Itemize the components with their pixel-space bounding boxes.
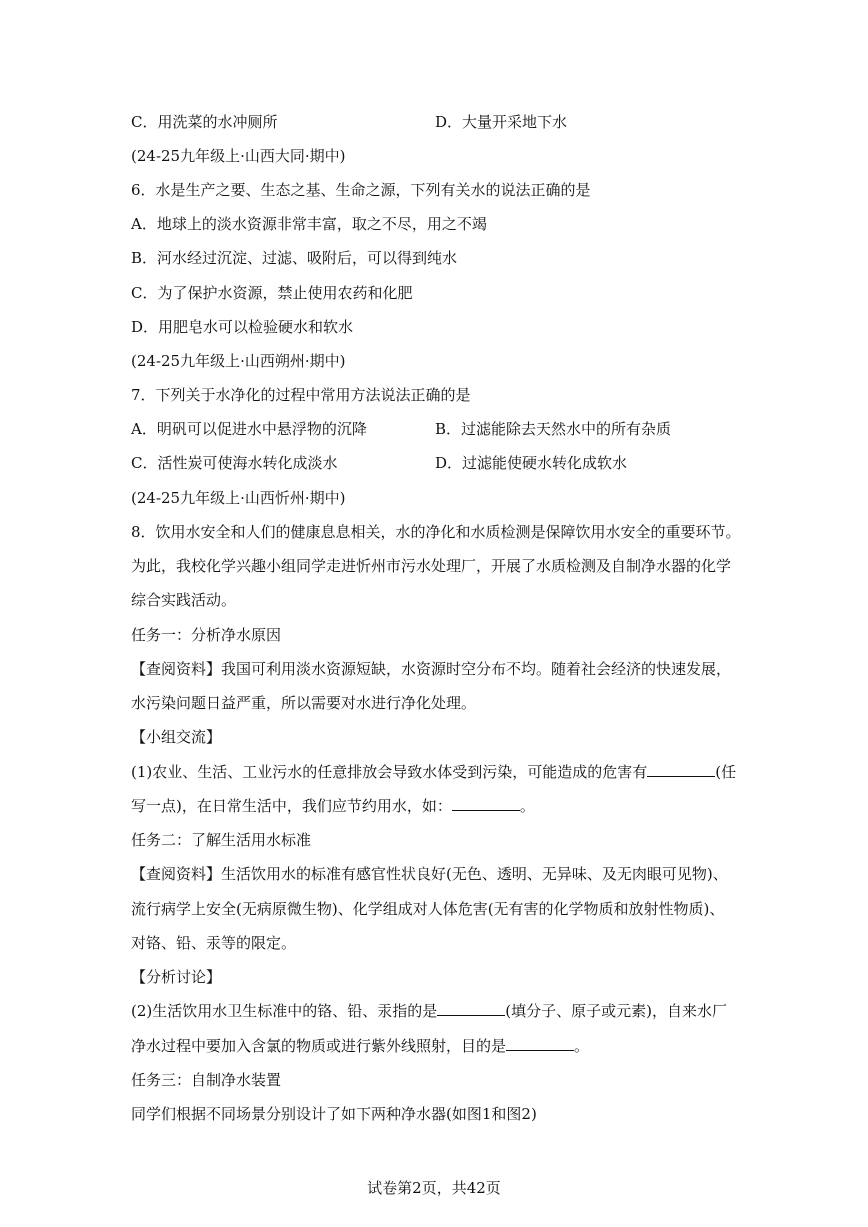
q8-part1-line-2 [131,796,535,816]
q8-task2-heading: 任务二：了解生活用水标准 [131,831,312,849]
answer-blank-2[interactable] [452,796,520,811]
q6-source: (24-25九年级上·山西大同·期中) [131,147,346,165]
q8-analysis-heading: 【分析讨论】 [131,968,222,986]
q8-task1-heading: 任务一：分析净水原因 [131,626,282,644]
q8-intro-line-3: 综合实践活动。 [131,591,237,609]
q7-option-b: B．过滤能除去天然水中的所有杂质 [435,420,672,438]
q8-group-discussion-heading: 【小组交流】 [131,728,222,746]
q8-part2-line-1 [131,1001,727,1021]
q8-part2-text-c: 净水过程中要加入含氯的物质或进行紫外线照射，目的是 [131,1037,507,1055]
q7-option-d: D．过滤能使硬水转化成软水 [435,454,628,472]
q8-part1-line-1 [131,762,736,782]
q6-stem: 6．水是生产之要、生态之基、生命之源，下列有关水的说法正确的是 [131,181,591,199]
answer-blank-3[interactable] [437,1001,505,1016]
page-footer: 试卷第2页，共42页 [367,1179,501,1197]
q8-task3-text: 同学们根据不同场景分别设计了如下两种净水器(如图1和图2) [131,1105,537,1123]
q5-option-d: D．大量开采地下水 [435,113,568,131]
q8-reference2-line-1: 【查阅资料】生活饮用水的标准有感官性状良好(无色、透明、无异味、及无肉眼可见物)、 [131,865,728,883]
q8-part2-text-d: 。 [574,1037,590,1055]
answer-blank-4[interactable] [506,1036,574,1051]
q8-part1-text-d: 。 [519,797,535,815]
q6-option-a: A．地球上的淡水资源非常丰富，取之不尽，用之不竭 [131,215,487,233]
q8-source: (24-25九年级上·山西忻州·期中) [131,489,346,507]
q6-option-d: D．用肥皂水可以检验硬水和软水 [131,318,354,336]
q8-part2-text-b: (填分子、原子或元素)，自来水厂 [505,1002,727,1020]
q8-part2-text-a: (2)生活饮用水卫生标准中的铬、铅、汞指的是 [131,1002,438,1020]
q7-stem: 7．下列关于水净化的过程中常用方法说法正确的是 [131,386,471,404]
q8-reference2-line-2: 流行病学上安全(无病原微生物)、化学组成对人体危害(无有害的化学物质和放射性物质)、 [131,900,725,918]
q8-part1-text-a: (1)农业、生活、工业污水的任意排放会导致水体受到污染，可能造成的危害有 [131,763,648,781]
q8-intro-line-2: 为此，我校化学兴趣小组同学走进忻州市污水处理厂，开展了水质检测及自制净水器的化学 [131,557,732,575]
q8-part1-text-c: 写一点)，在日常生活中，我们应节约用水，如： [131,797,452,815]
q8-part2-line-2 [131,1036,589,1056]
q8-reference1-line-1: 【查阅资料】我国可利用淡水资源短缺，水资源时空分布不均。随着社会经济的快速发展， [131,660,732,678]
q7-option-a: A．明矾可以促进水中悬浮物的沉降 [131,420,367,438]
q8-intro-line-1: 8．饮用水安全和人们的健康息息相关，水的净化和水质检测是保障饮用水安全的重要环节。 [131,523,741,541]
q8-reference1-line-2: 水污染问题日益严重，所以需要对水进行净化处理。 [131,694,477,712]
q6-option-c: C．为了保护水资源，禁止使用农药和化肥 [131,284,413,302]
q8-part1-text-b: (任 [715,763,737,781]
q8-reference2-line-3: 对铬、铅、汞等的限定。 [131,934,297,952]
q6-option-b: B．河水经过沉淀、过滤、吸附后，可以得到纯水 [131,249,458,267]
q7-option-c: C．活性炭可使海水转化成淡水 [131,454,338,472]
q7-source: (24-25九年级上·山西朔州·期中) [131,352,346,370]
answer-blank-1[interactable] [647,762,715,777]
q5-option-c: C．用洗菜的水冲厕所 [131,113,278,131]
q8-task3-heading: 任务三：自制净水装置 [131,1071,282,1089]
